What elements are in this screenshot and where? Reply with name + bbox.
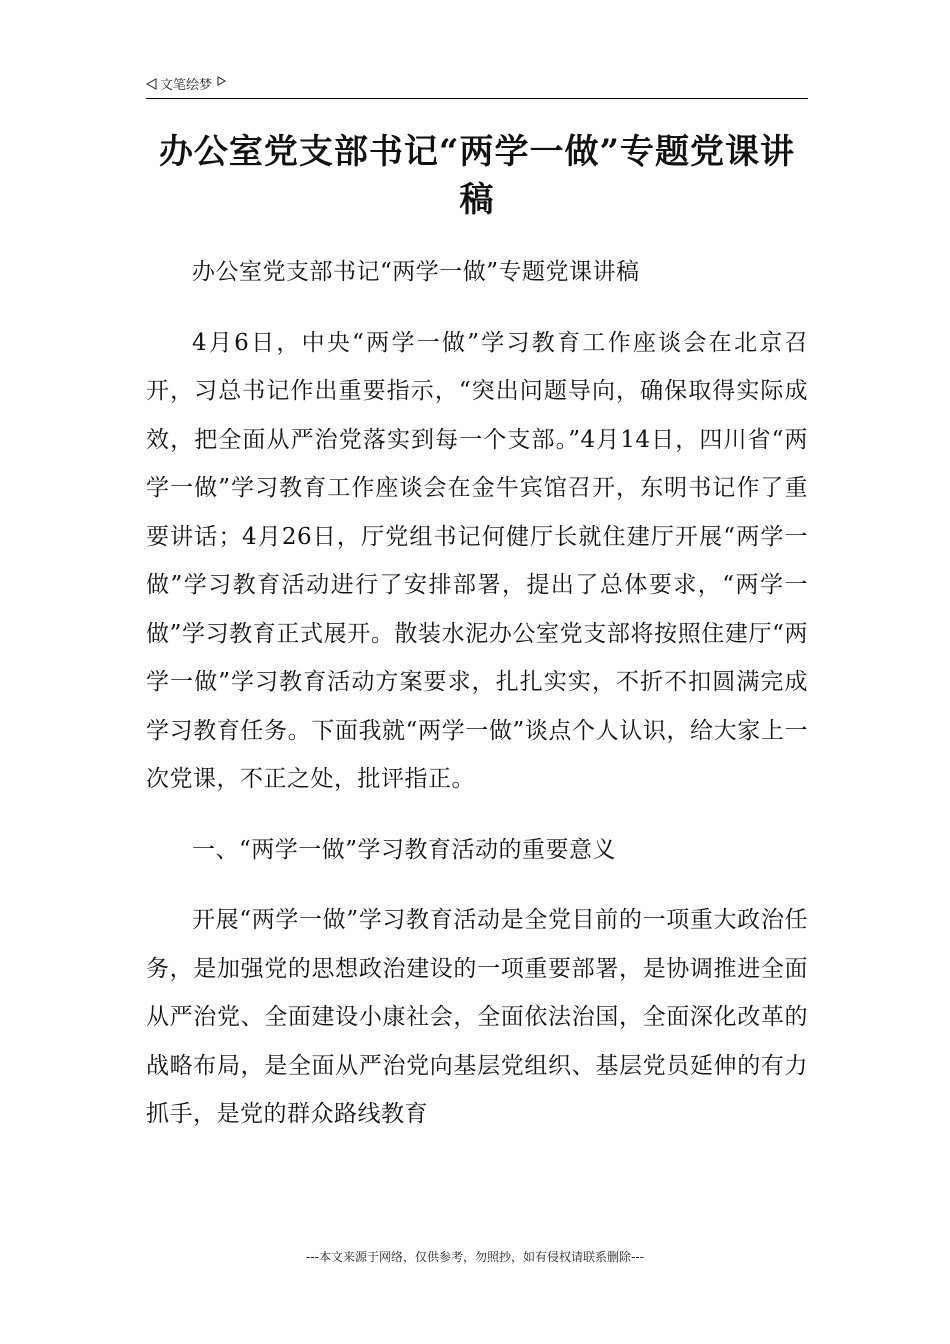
brand-text: 文笔绘梦	[160, 78, 213, 93]
brand-label	[146, 74, 226, 93]
footer-disclaimer: ---本文来源于网络，仅供参考，勿照抄，如有侵权请联系删除---	[306, 1250, 644, 1264]
page-header	[146, 72, 808, 99]
document-title: 办公室党支部书记“两学一做”专题党课讲稿	[158, 132, 796, 220]
section-heading: 一、“两学一做”学习教育活动的重要意义	[192, 836, 617, 863]
triangle-right-outline-icon	[217, 76, 226, 86]
triangle-left-outline-icon	[146, 78, 157, 90]
paragraph-intro: 4月6日，中央“两学一做”学习教育工作座谈会在北京召开，习总书记作出重要指示，“突出问题导向，确保取得实际成效，把全面从严治党落实到每一个支部。”4月14日，四川省“两学一做”学习教育工作座谈会在金牛宾馆召开，东明书记作了重要讲话；4月26日，厅党组书记何健厅长就住建厅开展“两学一做”学习教育活动进行了安排部署，提出了总体要求，“两学一做”学习教育正式展开。散装水泥办公室党支部将按照住建厅“两学一做”学习教育活动方案要求，扎扎实实，不折不扣圆满完成学习教育任务。下面我就“两学一做”谈点个人认识，给大家上一次党课，不正之处，批评指正。	[146, 329, 808, 792]
paragraph-body: 开展“两学一做”学习教育活动是全党目前的一项重大政治任务，是加强党的思想政治建设的一项重要部署，是协调推进全面从严治党、全面建设小康社会，全面依法治国，全面深化改革的战略布局，是全面从严治党向基层党组织、基层党员延伸的有力抓手，是党的群众路线教育	[146, 907, 808, 1127]
paragraph-subtitle: 办公室党支部书记“两学一做”专题党课讲稿	[192, 259, 640, 285]
document-body	[146, 248, 808, 1139]
